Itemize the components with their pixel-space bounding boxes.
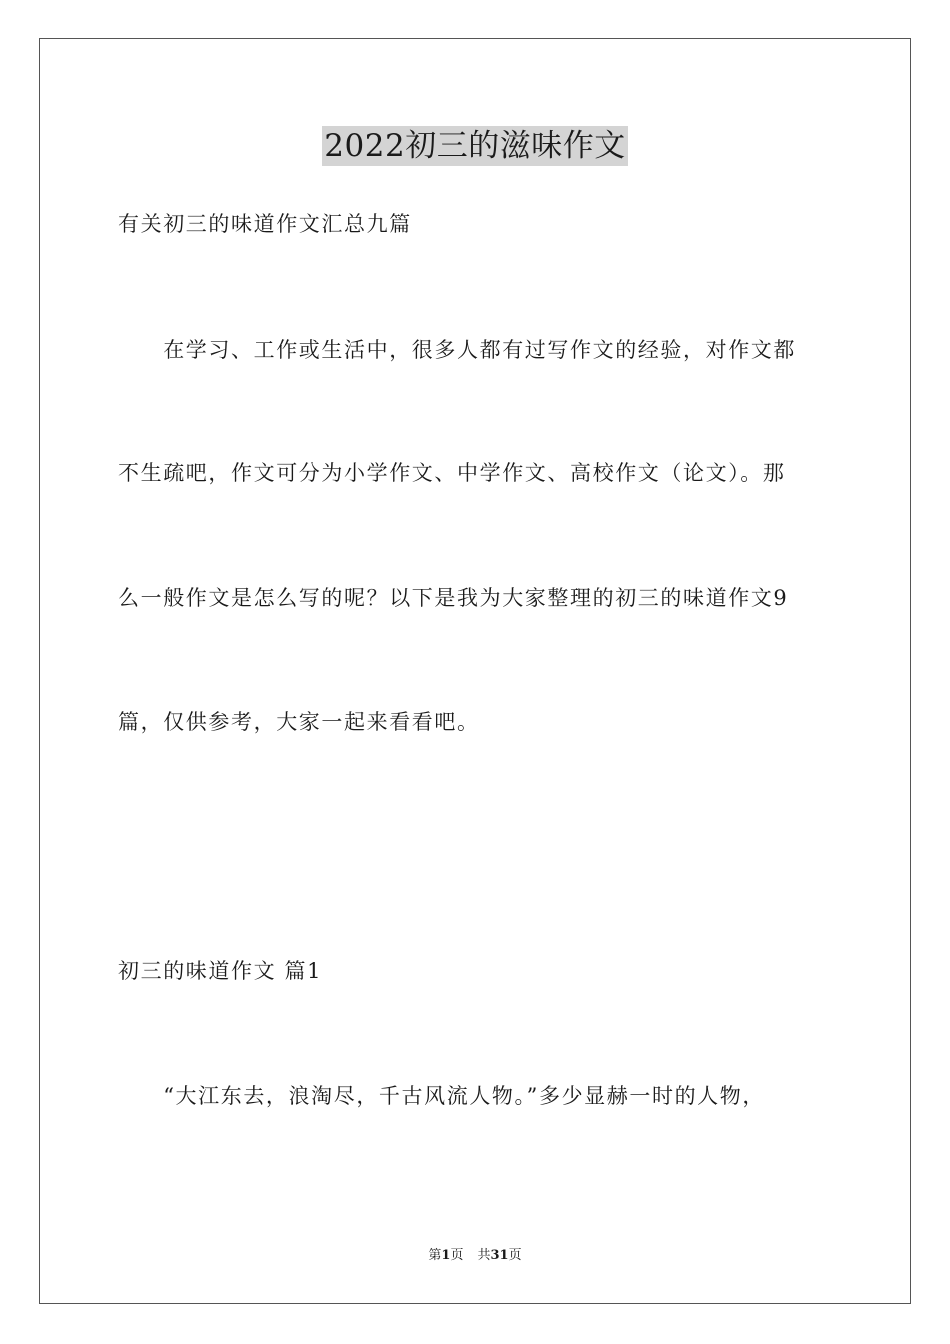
intro-line-3: 么一般作文是怎么写的呢？以下是我为大家整理的初三的味道作文9 xyxy=(118,586,789,610)
total-suffix: 页 xyxy=(508,1248,522,1263)
intro-line-1: 在学习、工作或生活中，很多人都有过写作文的经验，对作文都 xyxy=(118,338,796,362)
current-page-number: 1 xyxy=(441,1248,451,1263)
page-footer xyxy=(0,1247,950,1265)
intro-line-2: 不生疏吧，作文可分为小学作文、中学作文、高校作文（论文）。那 xyxy=(118,461,786,485)
intro-line-4: 篇，仅供参考，大家一起来看看吧。 xyxy=(118,710,480,734)
title-container xyxy=(0,126,950,166)
section-line-1: “大江东去，浪淘尽，千古风流人物。”多少显赫一时的人物， xyxy=(118,1084,765,1108)
section-heading: 初三的味道作文 篇1 xyxy=(118,959,323,983)
document-title: 2022初三的滋味作文 xyxy=(324,128,626,164)
total-pages-number: 31 xyxy=(490,1248,509,1263)
total-prefix: 共 xyxy=(477,1248,491,1263)
document-subtitle: 有关初三的味道作文汇总九篇 xyxy=(118,212,412,236)
page-prefix: 第 xyxy=(428,1248,442,1263)
page-suffix: 页 xyxy=(450,1248,464,1263)
